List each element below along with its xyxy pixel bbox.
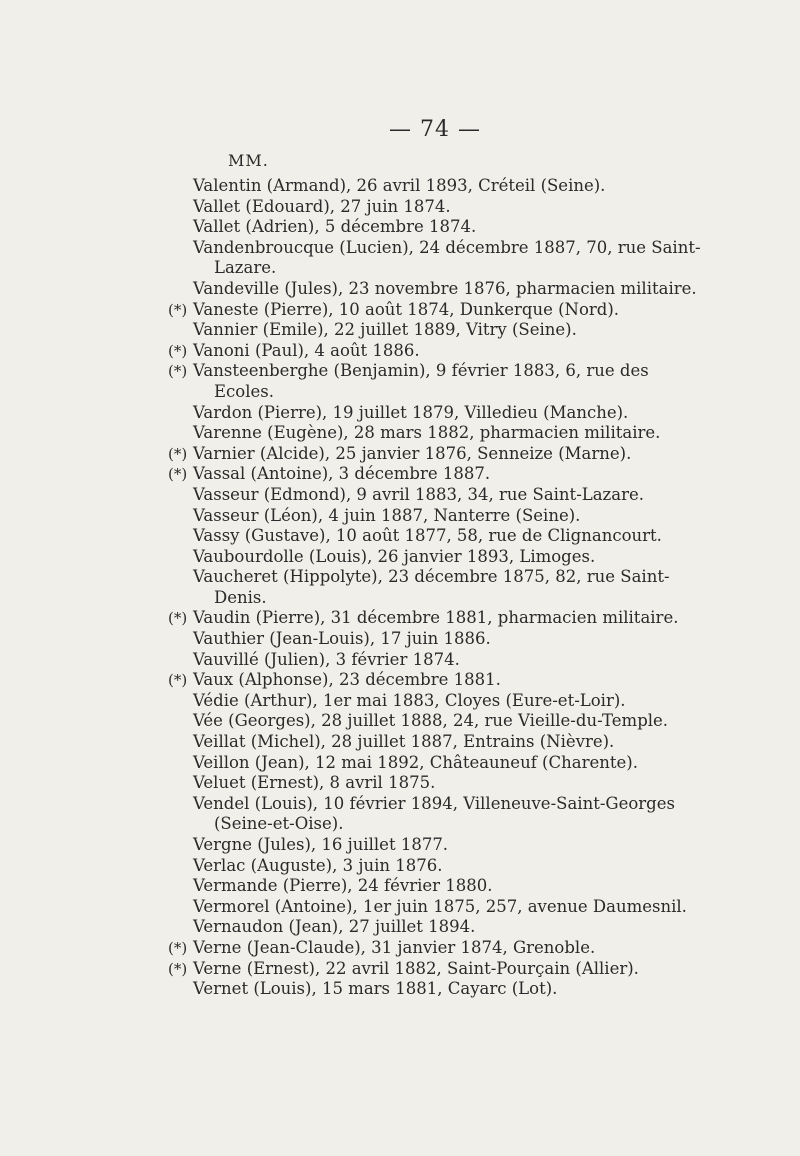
list-item <box>0 464 713 485</box>
entry-text: Vandenbroucque (Lucien), 24 décembre 1887, 70, rue Saint-Lazare. <box>193 237 701 278</box>
entry-text: Vallet (Adrien), 5 décembre 1874. <box>193 217 477 237</box>
list-item <box>0 959 713 980</box>
entry-text: Vannier (Emile), 22 juillet 1889, Vitry (Seine). <box>193 320 577 340</box>
salutation: MM. <box>228 151 269 170</box>
entry-marker: (*) <box>168 959 188 978</box>
list-item <box>0 856 713 877</box>
entry-text: Varenne (Eugène), 28 mars 1882, pharmacien militaire. <box>193 423 661 443</box>
entry-text: Verne (Jean-Claude), 31 janvier 1874, Grenoble. <box>193 937 596 957</box>
entry-marker: (*) <box>168 671 188 690</box>
entry-marker: (*) <box>168 609 188 628</box>
list-item <box>0 897 713 918</box>
entry-text: Vansteenberghe (Benjamin), 9 février 1883, 6, rue des Ecoles. <box>193 361 649 401</box>
list-item <box>0 176 713 197</box>
entry-text: Vasseur (Léon), 4 juin 1887, Nanterre (Seine). <box>193 505 581 525</box>
list-item <box>0 773 713 794</box>
entry-text: Vendel (Louis), 10 février 1894, Villeneuve-Saint-Georges (Seine-et-Oise). <box>193 793 675 834</box>
list-item <box>0 217 713 238</box>
entry-text: Verlac (Auguste), 3 juin 1876. <box>193 855 443 875</box>
list-item <box>0 361 713 402</box>
list-item <box>0 938 713 959</box>
list-item <box>0 423 713 444</box>
entry-text: Vermorel (Antoine), 1er juin 1875, 257, avenue Daumesnil. <box>193 896 687 916</box>
entry-text: Védie (Arthur), 1er mai 1883, Cloyes (Eure-et-Loir). <box>193 690 626 710</box>
entry-text: Vergne (Jules), 16 juillet 1877. <box>193 835 449 854</box>
list-item <box>0 197 713 218</box>
entry-marker: (*) <box>168 362 188 381</box>
entry-text: Varnier (Alcide), 25 janvier 1876, Senneize (Marne). <box>193 443 632 463</box>
entry-list <box>0 176 800 1000</box>
list-item <box>0 526 713 547</box>
entry-text: Veluet (Ernest), 8 avril 1875. <box>193 773 436 793</box>
list-item <box>0 794 713 835</box>
list-item <box>0 753 713 774</box>
entry-text: Valentin (Armand), 26 avril 1893, Créteil (Seine). <box>193 176 606 195</box>
list-item <box>0 341 713 362</box>
list-item <box>0 876 713 897</box>
list-item <box>0 238 713 279</box>
page-number: — 74 — <box>389 117 481 142</box>
list-item <box>0 629 713 650</box>
list-item <box>0 670 713 691</box>
entry-text: Vauvillé (Julien), 3 février 1874. <box>193 649 460 669</box>
entry-text: Vaneste (Pierre), 10 août 1874, Dunkerque (Nord). <box>193 299 620 319</box>
list-item <box>0 300 713 321</box>
entry-text: Vernaudon (Jean), 27 juillet 1894. <box>193 917 476 937</box>
entry-text: Vauthier (Jean-Louis), 17 juin 1886. <box>193 629 491 649</box>
entry-marker: (*) <box>168 465 188 484</box>
entry-text: Vassal (Antoine), 3 décembre 1887. <box>193 464 491 484</box>
entry-text: Vassy (Gustave), 10 août 1877, 58, rue de Clignancourt. <box>193 526 662 546</box>
list-item <box>0 403 713 424</box>
entry-marker: (*) <box>168 444 188 463</box>
entry-text: Vanoni (Paul), 4 août 1886. <box>193 340 420 360</box>
list-item <box>0 506 713 527</box>
entry-text: Veillon (Jean), 12 mai 1892, Châteauneuf (Charente). <box>193 752 638 772</box>
entry-text: Vandeville (Jules), 23 novembre 1876, pharmacien militaire. <box>193 278 697 298</box>
list-item <box>0 608 713 629</box>
list-item <box>0 711 713 732</box>
entry-text: Veillat (Michel), 28 juillet 1887, Entrains (Nièvre). <box>193 732 615 752</box>
list-item <box>0 444 713 465</box>
list-item <box>0 567 713 608</box>
list-item <box>0 320 713 341</box>
entry-text: Vardon (Pierre), 19 juillet 1879, Villedieu (Manche). <box>193 402 629 422</box>
entry-marker: (*) <box>168 341 188 360</box>
list-item <box>0 979 713 1000</box>
list-item <box>0 691 713 712</box>
entry-marker: (*) <box>168 300 188 319</box>
list-item <box>0 917 713 938</box>
list-item <box>0 650 713 671</box>
entry-text: Vaubourdolle (Louis), 26 janvier 1893, Limoges. <box>193 546 596 566</box>
entry-text: Vaux (Alphonse), 23 décembre 1881. <box>193 670 501 690</box>
entry-text: Vermande (Pierre), 24 février 1880. <box>193 876 493 896</box>
entry-text: Vaucheret (Hippolyte), 23 décembre 1875, 82, rue Saint-Denis. <box>193 567 670 607</box>
list-item <box>0 835 713 856</box>
entry-text: Verne (Ernest), 22 avril 1882, Saint-Pourçain (Allier). <box>193 958 639 978</box>
entry-text: Vaudin (Pierre), 31 décembre 1881, pharmacien militaire. <box>193 608 679 628</box>
entry-marker: (*) <box>168 938 188 957</box>
entry-text: Vallet (Edouard), 27 juin 1874. <box>193 196 451 216</box>
list-item <box>0 485 713 506</box>
entry-text: Vée (Georges), 28 juillet 1888, 24, rue Vieille-du-Temple. <box>193 711 669 731</box>
list-item <box>0 279 713 300</box>
list-item <box>0 732 713 753</box>
list-item <box>0 547 713 568</box>
entry-text: Vernet (Louis), 15 mars 1881, Cayarc (Lot). <box>193 979 558 999</box>
entry-text: Vasseur (Edmond), 9 avril 1883, 34, rue Saint-Lazare. <box>193 484 644 504</box>
